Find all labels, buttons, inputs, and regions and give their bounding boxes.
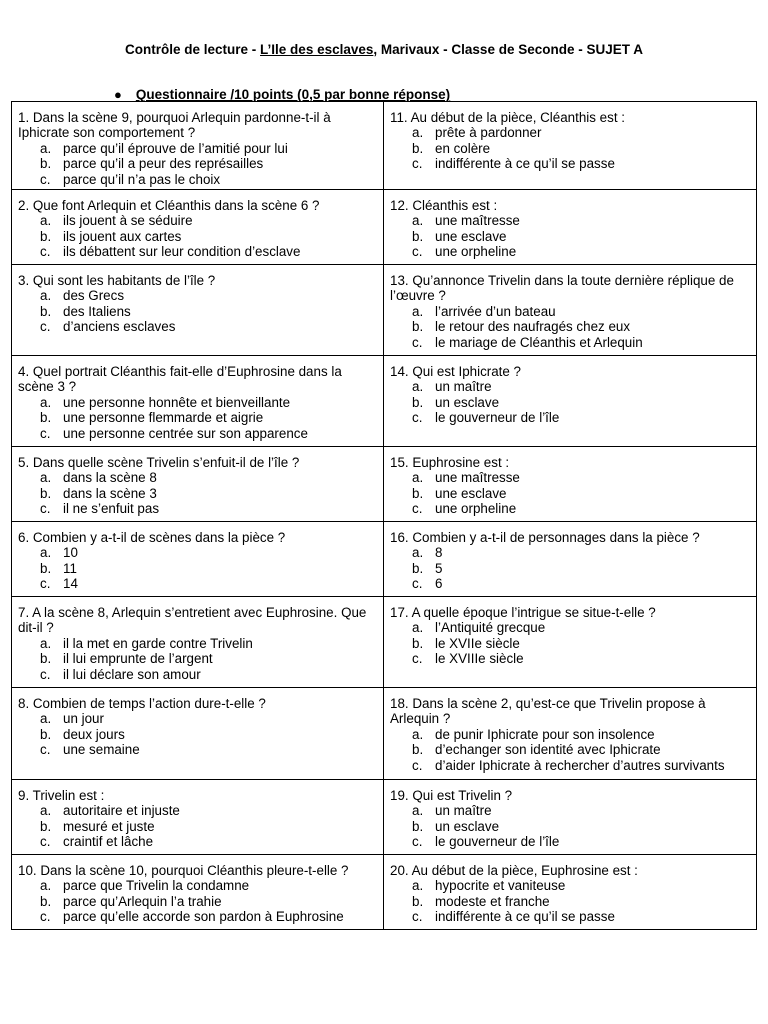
answer-option <box>18 545 377 560</box>
option-letter: a. <box>40 288 52 304</box>
option-text: hypocrite et vaniteuse <box>435 878 566 894</box>
question-row <box>12 265 757 356</box>
option-text: un esclave <box>435 394 500 410</box>
answer-option <box>18 288 377 303</box>
option-text: deux jours <box>63 726 125 742</box>
option-text: 14 <box>63 576 78 592</box>
answer-option <box>390 819 750 834</box>
option-letter: c. <box>412 651 423 667</box>
option-letter: a. <box>412 545 424 561</box>
answer-option <box>18 576 377 591</box>
answer-option <box>390 125 750 140</box>
answer-option <box>390 470 750 485</box>
question-text: 6. Combien y a-t-il de scènes dans la pièce ? <box>18 530 286 546</box>
question-row <box>12 597 757 688</box>
answer-options <box>390 878 750 924</box>
option-letter: b. <box>412 319 424 335</box>
answer-options <box>390 803 750 849</box>
option-letter: a. <box>412 303 424 319</box>
answer-option <box>390 636 750 651</box>
option-letter: c. <box>40 244 51 260</box>
option-letter: a. <box>40 878 52 894</box>
option-letter: b. <box>412 394 424 410</box>
option-letter: b. <box>40 651 52 667</box>
answer-option <box>18 172 377 187</box>
answer-option <box>390 501 750 516</box>
option-text: dans la scène 3 <box>63 485 157 501</box>
answer-option <box>390 213 750 228</box>
page-title <box>0 42 768 57</box>
option-text: il la met en garde contre Trivelin <box>63 635 253 651</box>
answer-option <box>18 229 377 244</box>
question-text: 15. Euphrosine est : <box>390 455 510 471</box>
answer-option <box>18 395 377 410</box>
question-cell <box>384 688 757 780</box>
option-letter: a. <box>412 620 424 636</box>
option-text: indifférente à ce qu’il se passe <box>435 156 615 172</box>
question-text: 9. Trivelin est : <box>18 788 105 804</box>
option-letter: c. <box>40 834 51 850</box>
option-text: autoritaire et injuste <box>63 803 180 819</box>
option-text: parce qu’il éprouve de l’amitié pour lui <box>63 140 288 156</box>
option-letter: c. <box>412 757 423 773</box>
answer-option <box>18 213 377 228</box>
answer-option <box>18 819 377 834</box>
answer-option <box>18 727 377 742</box>
option-letter: a. <box>40 470 52 486</box>
option-text: le XVIIe siècle <box>435 635 520 651</box>
option-text: des Italiens <box>63 303 131 319</box>
answer-options <box>390 213 750 259</box>
answer-option <box>390 651 750 666</box>
option-letter: b. <box>40 156 52 172</box>
question-cell <box>12 597 384 688</box>
title-prefix: Contrôle de lecture - <box>125 42 261 57</box>
option-text: craintif et lâche <box>63 834 154 850</box>
answer-option <box>390 803 750 818</box>
question-text: 17. A quelle époque l’intrigue se situe-t-elle ? <box>390 605 656 621</box>
option-letter: a. <box>412 803 424 819</box>
option-letter: a. <box>40 803 52 819</box>
option-text: parce qu’Arlequin l’a trahie <box>63 893 222 909</box>
answer-option <box>390 319 750 334</box>
option-letter: c. <box>412 410 423 426</box>
option-letter: b. <box>412 140 424 156</box>
question-cell <box>384 780 757 855</box>
option-text: de punir Iphicrate pour son insolence <box>435 726 655 742</box>
option-letter: a. <box>40 545 52 561</box>
option-letter: a. <box>40 213 52 229</box>
answer-options <box>18 803 377 849</box>
question-text: 10. Dans la scène 10, pourquoi Cléanthis pleure-t-elle ? <box>18 863 349 879</box>
option-text: parce qu’il n’a pas le choix <box>63 171 221 187</box>
option-letter: b. <box>40 228 52 244</box>
option-text: une semaine <box>63 742 140 758</box>
option-text: l’Antiquité grecque <box>435 620 546 636</box>
option-letter: a. <box>412 878 424 894</box>
answer-option <box>390 909 750 924</box>
option-text: d’aider Iphicrate à rechercher d’autres survivants <box>435 757 725 773</box>
question-cell <box>384 265 757 356</box>
answer-option <box>390 742 750 757</box>
option-text: ils jouent à se séduire <box>63 213 193 229</box>
option-text: une esclave <box>435 228 507 244</box>
question-row <box>12 102 757 190</box>
option-text: parce que Trivelin la condamne <box>63 878 250 894</box>
option-letter: b. <box>40 410 52 426</box>
answer-option <box>18 909 377 924</box>
option-text: le mariage de Cléanthis et Arlequin <box>435 334 643 350</box>
option-text: ils débattent sur leur condition d’esclave <box>63 244 301 260</box>
title-suffix: , Marivaux - Classe de Seconde - SUJET A <box>373 42 643 57</box>
answer-option <box>390 410 750 425</box>
option-text: une orpheline <box>435 244 517 260</box>
option-text: parce qu’elle accorde son pardon à Euphrosine <box>63 909 344 925</box>
option-text: il lui emprunte de l’argent <box>63 651 213 667</box>
answer-option <box>390 878 750 893</box>
option-letter: a. <box>412 379 424 395</box>
option-text: le gouverneur de l’île <box>435 834 560 850</box>
option-text: prête à pardonner <box>435 125 542 141</box>
option-text: 10 <box>63 545 78 561</box>
answer-option <box>390 335 750 350</box>
title-work: L’Ile des esclaves <box>260 42 374 57</box>
option-letter: c. <box>412 334 423 350</box>
question-cell <box>12 356 384 447</box>
option-text: une personne honnête et bienveillante <box>63 394 291 410</box>
answer-option <box>390 576 750 591</box>
question-cell <box>12 447 384 522</box>
answer-option <box>18 319 377 334</box>
question-text: 16. Combien y a-t-il de personnages dans la pièce ? <box>390 530 700 546</box>
answer-option <box>18 651 377 666</box>
option-letter: b. <box>40 485 52 501</box>
option-letter: a. <box>412 726 424 742</box>
question-cell <box>12 780 384 855</box>
option-letter: c. <box>412 244 423 260</box>
option-letter: b. <box>412 818 424 834</box>
option-text: un jour <box>63 711 104 727</box>
option-letter: b. <box>412 485 424 501</box>
question-cell <box>384 855 757 930</box>
answer-options <box>390 304 750 350</box>
answer-options <box>390 727 750 773</box>
answer-option <box>18 636 377 651</box>
answer-option <box>18 803 377 818</box>
option-letter: b. <box>412 742 424 758</box>
answer-options <box>18 141 377 187</box>
option-text: le XVIIIe siècle <box>435 651 524 667</box>
answer-option <box>390 727 750 742</box>
option-text: le gouverneur de l’île <box>435 410 560 426</box>
answer-options <box>18 395 377 441</box>
option-text: 6 <box>435 576 443 592</box>
answer-option <box>390 894 750 909</box>
answer-option <box>18 711 377 726</box>
question-row <box>12 780 757 855</box>
answer-option <box>18 834 377 849</box>
option-letter: a. <box>40 711 52 727</box>
question-text: 1. Dans la scène 9, pourquoi Arlequin pardonne-t-il à Iphicrate son comportement ? <box>18 110 331 141</box>
option-letter: c. <box>412 576 423 592</box>
option-text: d’echanger son identité avec Iphicrate <box>435 742 661 758</box>
answer-options <box>18 711 377 757</box>
option-letter: c. <box>40 742 51 758</box>
question-row <box>12 190 757 265</box>
option-text: le retour des naufragés chez eux <box>435 319 631 335</box>
option-letter: b. <box>40 560 52 576</box>
answer-option <box>390 304 750 319</box>
option-letter: c. <box>40 319 51 335</box>
question-cell <box>384 190 757 265</box>
answer-option <box>390 156 750 171</box>
answer-options <box>18 288 377 334</box>
answer-options <box>390 379 750 425</box>
option-letter: b. <box>412 635 424 651</box>
answer-option <box>18 894 377 909</box>
answer-options <box>18 213 377 259</box>
answer-option <box>18 141 377 156</box>
answer-options <box>390 620 750 666</box>
question-text: 13. Qu’annonce Trivelin dans la toute dernière réplique de l’œuvre ? <box>390 273 734 304</box>
option-text: indifférente à ce qu’il se passe <box>435 909 615 925</box>
option-letter: c. <box>412 156 423 172</box>
answer-option <box>18 244 377 259</box>
question-cell <box>12 190 384 265</box>
option-letter: b. <box>412 893 424 909</box>
option-letter: c. <box>412 834 423 850</box>
bullet-icon: ● <box>114 87 122 102</box>
question-text: 5. Dans quelle scène Trivelin s’enfuit-il de l’île ? <box>18 455 300 471</box>
option-letter: a. <box>412 213 424 229</box>
option-letter: a. <box>40 394 52 410</box>
question-text: 20. Au début de la pièce, Euphrosine est : <box>390 863 638 879</box>
option-letter: c. <box>40 425 51 441</box>
option-letter: b. <box>412 228 424 244</box>
question-cell <box>12 855 384 930</box>
option-letter: a. <box>412 470 424 486</box>
question-cell <box>12 522 384 597</box>
question-cell <box>12 265 384 356</box>
option-letter: c. <box>40 909 51 925</box>
answer-option <box>18 501 377 516</box>
option-text: en colère <box>435 140 491 156</box>
question-text: 4. Quel portrait Cléanthis fait-elle d’Euphrosine dans la scène 3 ? <box>18 364 342 395</box>
question-cell <box>384 102 757 190</box>
option-letter: a. <box>40 635 52 651</box>
section-heading <box>114 87 450 102</box>
answer-option <box>390 379 750 394</box>
answer-option <box>390 545 750 560</box>
question-text: 19. Qui est Trivelin ? <box>390 788 513 804</box>
question-text: 2. Que font Arlequin et Cléanthis dans la scène 6 ? <box>18 198 320 214</box>
option-text: 8 <box>435 545 443 561</box>
answer-option <box>390 486 750 501</box>
question-text: 8. Combien de temps l’action dure-t-elle ? <box>18 696 266 712</box>
option-text: des Grecs <box>63 288 125 304</box>
question-row <box>12 447 757 522</box>
option-text: il ne s’enfuit pas <box>63 501 160 517</box>
option-text: une maîtresse <box>435 470 520 486</box>
answer-options <box>18 470 377 516</box>
answer-options <box>390 125 750 171</box>
option-letter: b. <box>412 560 424 576</box>
answer-option <box>18 667 377 682</box>
option-text: il lui déclare son amour <box>63 666 201 682</box>
answer-option <box>390 244 750 259</box>
question-text: 7. A la scène 8, Arlequin s’entretient avec Euphrosine. Que dit-il ? <box>18 605 367 636</box>
option-letter: c. <box>40 501 51 517</box>
answer-option <box>390 758 750 773</box>
option-text: une orpheline <box>435 501 517 517</box>
option-text: ils jouent aux cartes <box>63 228 182 244</box>
option-text: une personne flemmarde et aigrie <box>63 410 264 426</box>
answer-options <box>18 636 377 682</box>
answer-option <box>18 742 377 757</box>
option-text: 11 <box>63 560 77 576</box>
option-letter: c. <box>40 666 51 682</box>
question-cell <box>12 102 384 190</box>
question-cell <box>12 688 384 780</box>
option-letter: a. <box>412 125 424 141</box>
option-letter: b. <box>40 726 52 742</box>
answer-option <box>18 470 377 485</box>
option-text: une esclave <box>435 485 507 501</box>
option-letter: b. <box>40 303 52 319</box>
option-letter: b. <box>40 818 52 834</box>
answer-option <box>390 561 750 576</box>
question-row <box>12 522 757 597</box>
question-row <box>12 688 757 780</box>
question-cell <box>384 522 757 597</box>
option-letter: b. <box>40 893 52 909</box>
question-text: 3. Qui sont les habitants de l’île ? <box>18 273 216 289</box>
option-text: mesuré et juste <box>63 818 155 834</box>
option-text: une maîtresse <box>435 213 520 229</box>
answer-options <box>390 470 750 516</box>
question-row <box>12 855 757 930</box>
question-text: 14. Qui est Iphicrate ? <box>390 364 522 380</box>
option-text: l’arrivée d’un bateau <box>435 303 556 319</box>
answer-option <box>18 878 377 893</box>
questionnaire-table <box>11 101 757 930</box>
answer-option <box>18 304 377 319</box>
answer-option <box>18 410 377 425</box>
answer-option <box>390 620 750 635</box>
option-letter: a. <box>40 140 52 156</box>
option-letter: c. <box>412 909 423 925</box>
answer-option <box>18 486 377 501</box>
answer-option <box>18 156 377 171</box>
answer-option <box>18 426 377 441</box>
option-letter: c. <box>40 576 51 592</box>
option-text: modeste et franche <box>435 893 550 909</box>
answer-option <box>390 141 750 156</box>
answer-option <box>390 395 750 410</box>
answer-option <box>390 229 750 244</box>
option-text: un maître <box>435 379 492 395</box>
answer-options <box>18 545 377 591</box>
option-text: 5 <box>435 560 443 576</box>
answer-options <box>390 545 750 591</box>
option-letter: c. <box>40 171 51 187</box>
option-text: d’anciens esclaves <box>63 319 176 335</box>
option-letter: c. <box>412 501 423 517</box>
answer-option <box>18 561 377 576</box>
answer-option <box>390 834 750 849</box>
question-cell <box>384 356 757 447</box>
answer-options <box>18 878 377 924</box>
option-text: une personne centrée sur son apparence <box>63 425 308 441</box>
option-text: un maître <box>435 803 492 819</box>
question-cell <box>384 597 757 688</box>
question-row <box>12 356 757 447</box>
question-text: 11. Au début de la pièce, Cléanthis est : <box>390 110 625 125</box>
question-cell <box>384 447 757 522</box>
option-text: parce qu’il a peur des représailles <box>63 156 264 172</box>
question-text: 18. Dans la scène 2, qu’est-ce que Trivelin propose à Arlequin ? <box>390 696 706 727</box>
option-text: dans la scène 8 <box>63 470 157 486</box>
option-text: un esclave <box>435 818 500 834</box>
question-text: 12. Cléanthis est : <box>390 198 498 214</box>
section-label: Questionnaire /10 points (0,5 par bonne réponse) <box>135 87 451 102</box>
